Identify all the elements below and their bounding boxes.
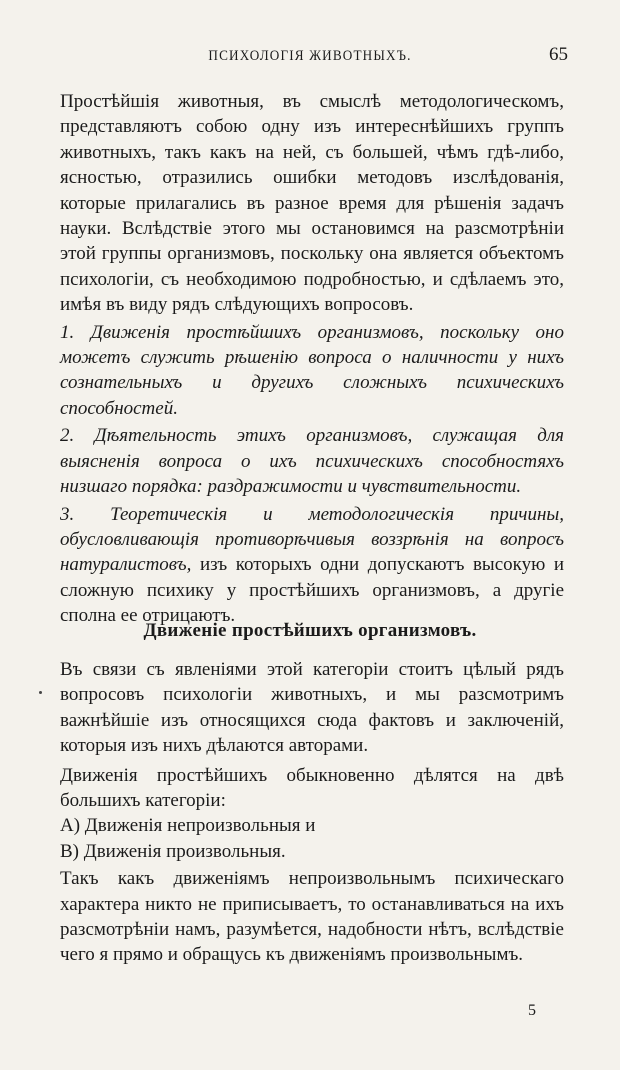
section-paragraph-3: Такъ какъ движеніямъ непроизвольнымъ психическаго характера никто не приписываетъ, то останавливаться на ихъ разсмотрѣніи намъ, разумѣется, надобности нѣтъ, вслѣдствіе чего я прямо и обращусь къ движеніямъ произвольнымъ. — [60, 868, 564, 966]
section-paragraph-2: Движенія простѣйшихъ обыкновенно дѣлятся на двѣ большихъ категоріи: — [60, 764, 564, 812]
running-head-title: ПСИХОЛОГІЯ ЖИВОТНЫХЪ. — [208, 48, 412, 64]
list-item-b: В) Движенія произвольныя. — [60, 840, 286, 862]
running-head — [0, 44, 620, 72]
question-3 — [60, 502, 564, 629]
section-paragraph-1: Въ связи съ явленіями этой категоріи стоитъ цѣлый рядъ вопросовъ психологіи животныхъ, и мы разсмотримъ важнѣйшіе изъ относящихся сюда фактовъ и заключеній, которыя изъ нихъ дѣлаются авторами. — [60, 659, 564, 757]
question-2: 2. Дѣятельность этихъ организмовъ, служащая для выясненія вопроса о ихъ психическихъ способностяхъ низшаго порядка: раздражимости и чувствительности. — [60, 425, 564, 498]
question-3-italic: 3. Теоретическія и методологическія причины, обусловливающія противорѣчивыя воззрѣнія на вопросъ натуралистовъ, — [60, 503, 564, 576]
list-item-a: А) Движенія непроизвольныя и — [60, 815, 316, 837]
section-text-block — [60, 657, 564, 968]
page-number: 65 — [549, 44, 568, 65]
intro-text-block — [60, 89, 564, 629]
signature-mark: 5 — [528, 1002, 536, 1019]
question-1: 1. Движенія простѣйшихъ организмовъ, поскольку оно можетъ служить рѣшенію вопроса о наличности у нихъ сознательныхъ и другихъ сложныхъ психическихъ способностей. — [60, 321, 564, 419]
section-heading: Движеніе простѣйшихъ организмовъ. — [143, 620, 477, 641]
print-speck — [39, 691, 42, 694]
question-3-rest: изъ которыхъ одни допускаютъ высокую и сложную психику у простѣйшихъ организмовъ, а другіе сполна ее отрицаютъ. — [60, 554, 565, 627]
intro-paragraph: Простѣйшія животныя, въ смыслѣ методологическомъ, представляютъ собою одну изъ интереснѣйшихъ группъ животныхъ, такъ какъ на ней, съ большей, чѣмъ гдѣ-либо, ясностью, отразились ошибки методовъ изслѣдованія, которые прилагались въ разное время для рѣшенія задачъ науки. Вслѣдствіе этого мы остановимся на разсмотрѣніи этой группы организмовъ, поскольку она является объектомъ психологіи, съ необходимою подробностью, и сдѣлаемъ это, имѣя въ виду рядъ слѣдующихъ вопросовъ. — [60, 91, 564, 316]
